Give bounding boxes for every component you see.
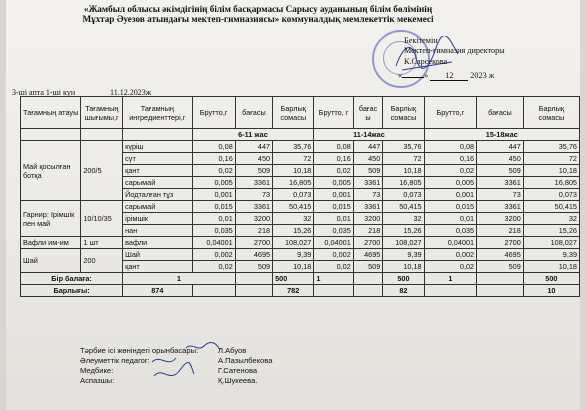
value-cell: 0,005 (314, 177, 353, 189)
document-sheet (6, 0, 580, 410)
value-cell: 4695 (477, 249, 524, 261)
approval-month: 12 (430, 71, 468, 81)
value-cell: 10,18 (523, 165, 579, 177)
dish-name: Гарнир: Ірімшік пен май (21, 201, 81, 237)
value-cell: 0,02 (314, 261, 353, 273)
value-cell: 32 (383, 213, 424, 225)
value-cell: 32 (273, 213, 314, 225)
menu-table (20, 96, 580, 297)
value-cell: 50,415 (383, 201, 424, 213)
one-child-row (21, 273, 580, 285)
one-child-label: Бір балаға: (21, 273, 123, 285)
value-cell: 10,18 (273, 261, 314, 273)
table-row (21, 141, 580, 153)
value-cell: 0,02 (424, 261, 477, 273)
value-cell: 3361 (477, 177, 524, 189)
total-count: 874 (123, 285, 192, 297)
value-cell: 72 (383, 153, 424, 165)
document-header (28, 4, 488, 25)
ingredient-cell: қант (123, 165, 192, 177)
value-cell: 0,002 (424, 249, 477, 261)
value-cell: 0,04001 (424, 237, 477, 249)
value-cell: 447 (353, 141, 383, 153)
approval-day (402, 77, 424, 78)
col-total-3: Барлық сомасы (523, 97, 579, 129)
value-cell: 0,16 (192, 153, 235, 165)
value-cell: 509 (477, 261, 524, 273)
value-cell: 4695 (235, 249, 272, 261)
approval-block (404, 36, 505, 67)
value-cell: 0,073 (383, 189, 424, 201)
value-cell: 3200 (353, 213, 383, 225)
value-cell: 0,002 (314, 249, 353, 261)
approval-name: К.Сарсекова (404, 56, 448, 66)
value-cell: 3200 (235, 213, 272, 225)
ingredient-cell: ірімшік (123, 213, 192, 225)
ingredient-cell: нан (123, 225, 192, 237)
age-group-row (21, 129, 580, 141)
col-portion: Тағамның шығымы,г (81, 97, 123, 129)
ingredient-cell: сүт (123, 153, 192, 165)
value-cell: 509 (235, 165, 272, 177)
value-cell: 10,18 (273, 165, 314, 177)
value-cell: 0,015 (192, 201, 235, 213)
value-cell: 9,39 (523, 249, 579, 261)
value-cell: 0,02 (192, 165, 235, 177)
col-gross-1: Брутто,г (192, 97, 235, 129)
total-label: Барлығы: (21, 285, 123, 297)
one-child-total-3: 500 (523, 273, 579, 285)
value-cell: 218 (235, 225, 272, 237)
ingredient-cell: Шай (123, 249, 192, 261)
value-cell: 50,415 (523, 201, 579, 213)
value-cell: 0,035 (192, 225, 235, 237)
dish-name: Шай (21, 249, 81, 273)
ingredient-cell: сарымай (123, 177, 192, 189)
value-cell: 509 (353, 165, 383, 177)
value-cell: 0,073 (523, 189, 579, 201)
value-cell: 0,08 (314, 141, 353, 153)
value-cell: 108,027 (383, 237, 424, 249)
ingredient-cell: вафли (123, 237, 192, 249)
value-cell: 450 (235, 153, 272, 165)
table-row (21, 249, 580, 261)
ingredient-cell: сарымай (123, 201, 192, 213)
value-cell: 73 (353, 189, 383, 201)
value-cell: 450 (353, 153, 383, 165)
value-cell: 447 (235, 141, 272, 153)
value-cell: 3361 (477, 201, 524, 213)
value-cell: 509 (353, 261, 383, 273)
value-cell: 3361 (353, 177, 383, 189)
value-cell: 0,002 (192, 249, 235, 261)
col-price-3: бағасы (477, 97, 524, 129)
value-cell: 0,001 (192, 189, 235, 201)
total-age-3: 10 (523, 285, 579, 297)
ingredient-cell: Йодталған тұз (123, 189, 192, 201)
total-age-1: 782 (273, 285, 314, 297)
approval-position: Мектеп-гимназия директоры (404, 46, 505, 56)
value-cell: 10,18 (383, 261, 424, 273)
ingredient-cell: күріш (123, 141, 192, 153)
value-cell: 73 (477, 189, 524, 201)
dish-portion: 1 шт (81, 237, 123, 249)
value-cell: 509 (235, 261, 272, 273)
age-group-2: 11-14жас (314, 129, 424, 141)
value-cell: 3361 (235, 177, 272, 189)
value-cell: 15,26 (383, 225, 424, 237)
table-header-row (21, 97, 580, 129)
value-cell: 35,76 (273, 141, 314, 153)
signature-name: Л.Абуов (218, 346, 247, 355)
value-cell: 0,01 (192, 213, 235, 225)
one-child-total-1: 500 (273, 273, 314, 285)
value-cell: 0,04001 (192, 237, 235, 249)
value-cell: 3200 (477, 213, 524, 225)
value-cell: 3361 (353, 201, 383, 213)
value-cell: 0,015 (424, 201, 477, 213)
value-cell: 0,04001 (314, 237, 353, 249)
week-day: 3-ші апта 1-ші күн (12, 88, 76, 97)
value-cell: 35,76 (523, 141, 579, 153)
col-total-1: Барлық сомасы (273, 97, 314, 129)
value-cell: 0,02 (192, 261, 235, 273)
value-cell: 218 (353, 225, 383, 237)
value-cell: 10,18 (383, 165, 424, 177)
value-cell: 0,01 (314, 213, 353, 225)
value-cell: 0,035 (424, 225, 477, 237)
menu-body (21, 141, 580, 273)
value-cell: 2700 (235, 237, 272, 249)
one-child-count-2: 1 (314, 273, 353, 285)
value-cell: 10,18 (523, 261, 579, 273)
value-cell: 3361 (235, 201, 272, 213)
value-cell: 0,08 (424, 141, 477, 153)
handwritten-signatures (146, 340, 226, 386)
col-gross-2: Брутто, г (314, 97, 353, 129)
value-cell: 2700 (353, 237, 383, 249)
signature-role: Тәрбие ісі жөніндегі орынбасары: (80, 346, 199, 355)
value-cell: 0,001 (424, 189, 477, 201)
col-ingredient: Тағамның ингредиенттері,г (123, 97, 192, 129)
col-total-2: Барлық сомасы (383, 97, 424, 129)
table-row (21, 201, 580, 213)
total-age-2: 82 (383, 285, 424, 297)
value-cell: 218 (477, 225, 524, 237)
one-child-total-2: 500 (383, 273, 424, 285)
col-price-1: бағасы (235, 97, 272, 129)
value-cell: 50,415 (273, 201, 314, 213)
total-row (21, 285, 580, 297)
age-group-1: 6-11 жас (192, 129, 314, 141)
value-cell: 15,26 (273, 225, 314, 237)
value-cell: 450 (477, 153, 524, 165)
col-gross-3: Брутто,г (424, 97, 477, 129)
value-cell: 0,16 (314, 153, 353, 165)
dish-name: Май қосылған ботқа (21, 141, 81, 201)
value-cell: 16,805 (523, 177, 579, 189)
age-group-3: 15-18жас (424, 129, 579, 141)
value-cell: 9,39 (273, 249, 314, 261)
signature-role: Әлеуметтік педагог: (80, 356, 150, 365)
signature-name: Қ.Шукеева. (218, 376, 258, 385)
value-cell: 0,001 (314, 189, 353, 201)
value-cell: 4695 (353, 249, 383, 261)
one-child-count-1: 1 (123, 273, 236, 285)
table-row (21, 237, 580, 249)
signature-name: А.Пазылбекова (218, 356, 273, 365)
col-dish: Тағамның атауы (21, 97, 81, 129)
value-cell: 35,76 (383, 141, 424, 153)
value-cell: 0,005 (424, 177, 477, 189)
value-cell: 72 (273, 153, 314, 165)
dish-portion: 10/10/35 (81, 201, 123, 237)
header-line-2: Мұхтар Әуезов атындағы мектеп-гимназиясы» коммуналдық мемлекеттік мекемесі (82, 14, 434, 25)
value-cell: 0,073 (273, 189, 314, 201)
value-cell: 32 (523, 213, 579, 225)
value-cell: 72 (523, 153, 579, 165)
value-cell: 0,02 (314, 165, 353, 177)
value-cell: 15,26 (523, 225, 579, 237)
dish-name: Вафли им-им (21, 237, 81, 249)
value-cell: 0,005 (192, 177, 235, 189)
signature-name: Г.Сатенова (218, 366, 258, 375)
col-price-2: бағас ы (353, 97, 383, 129)
value-cell: 0,16 (424, 153, 477, 165)
value-cell: 0,08 (192, 141, 235, 153)
value-cell: 108,027 (273, 237, 314, 249)
value-cell: 447 (477, 141, 524, 153)
value-cell: 509 (477, 165, 524, 177)
value-cell: 9,39 (383, 249, 424, 261)
dish-portion: 200 (81, 249, 123, 273)
value-cell: 2700 (477, 237, 524, 249)
value-cell: 73 (235, 189, 272, 201)
menu-date: 11.12.2023ж (110, 88, 152, 97)
value-cell: 0,01 (424, 213, 477, 225)
header-line-1: «Жамбыл облысы әкімдігінің білім басқармасы Сарысу ауданының білім бөлімінің (83, 4, 433, 14)
approval-year: 2023 ж (470, 71, 495, 80)
value-cell: 16,805 (383, 177, 424, 189)
value-cell: 0,035 (314, 225, 353, 237)
signature-role: Аспазшы: (80, 376, 115, 385)
value-cell: 16,805 (273, 177, 314, 189)
one-child-count-3: 1 (424, 273, 477, 285)
approval-date: « » 12 2023 ж (398, 71, 495, 80)
dish-portion: 200/5 (81, 141, 123, 201)
value-cell: 0,015 (314, 201, 353, 213)
value-cell: 108,027 (523, 237, 579, 249)
approval-title: Бекітемін (404, 36, 438, 45)
ingredient-cell: қант (123, 261, 192, 273)
value-cell: 0,02 (424, 165, 477, 177)
signature-role: Медбике: (80, 366, 114, 375)
